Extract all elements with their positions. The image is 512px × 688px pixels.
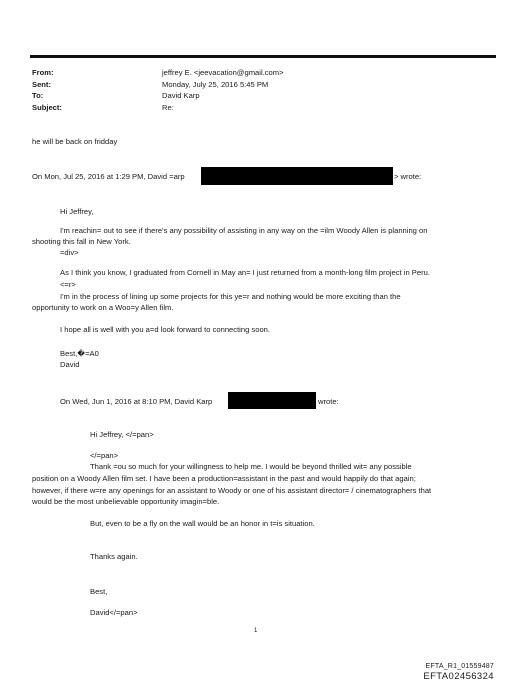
signoff-1: Best,�=A0	[60, 349, 99, 358]
from-value: jeffrey E. <jeevacation@gmail.com>	[162, 68, 284, 77]
sent-label: Sent:	[32, 80, 51, 89]
paragraph-1-line-1: I'm reachin= out to see if there's any possibility of assisting in any way on the =ilm Woody Allen is planning on	[60, 226, 428, 235]
paragraph-5-line-1: Thank =ou so much for your willingness to help me. I would be beyond thrilled wit= any possible	[90, 462, 412, 471]
thanks-line: Thanks again.	[90, 552, 138, 561]
quote1-intro-end: > wrote:	[394, 172, 422, 181]
to-label: To:	[32, 91, 44, 100]
paragraph-5-line-2: position on a Woody Allen film set. I have been a production=assistant in the past and would happily do that again;	[32, 474, 416, 483]
paragraph-3-line-1: I'm in the process of lining up some projects for this ye=r and nothing would be more exciting than the	[60, 292, 401, 301]
signoff-2: Best,	[90, 587, 108, 596]
quote2-intro-end: wrote:	[318, 397, 339, 406]
quote2-intro: On Wed, Jun 1, 2016 at 8:10 PM, David Karp	[60, 397, 213, 406]
sent-value: Monday, July 25, 2016 5:45 PM	[162, 80, 269, 89]
from-label: From:	[32, 68, 54, 77]
redaction-box	[228, 392, 316, 409]
paragraph-6: But, even to be a fly on the wall would be an honor in t=is situation.	[90, 519, 315, 528]
redaction-box	[201, 167, 393, 185]
span-tag-text: </=pan>	[90, 451, 119, 460]
subject-value: Re:	[162, 103, 174, 112]
reply-text: he will be back on fridday	[32, 137, 118, 146]
subject-label: Subject:	[32, 103, 62, 112]
signoff-2-name: David</=pan>	[90, 608, 138, 617]
footer-ref-1: EFTA_R1_01559487	[425, 663, 494, 670]
paragraph-5-line-3: however, if there w=re any openings for an assistant to Woody or one of his assistant director= / cinematographers that	[32, 486, 432, 495]
div-tag-text: =div>	[60, 248, 79, 257]
header-rule	[30, 55, 496, 58]
to-value: David Karp	[162, 91, 200, 100]
quote1-intro: On Mon, Jul 25, 2016 at 1:29 PM, David =arp	[32, 172, 185, 181]
br-tag-text: <=r>	[60, 280, 76, 289]
paragraph-3-line-2: opportunity to work on a Woo=y Allen film.	[32, 303, 174, 312]
signoff-1-name: David	[60, 360, 80, 369]
greeting-1: Hi Jeffrey,	[60, 207, 94, 216]
page-number: 1	[254, 628, 258, 634]
paragraph-1-line-2: shooting this fall in New York.	[32, 237, 131, 246]
footer-ref-2: EFTA02456324	[423, 671, 494, 682]
paragraph-2: As I think you know, I graduated from Cornell in May an= I just returned from a month-long film project in Peru.	[60, 268, 430, 277]
greeting-2: Hi Jeffrey, </=pan>	[90, 430, 154, 439]
paragraph-5-line-4: would be the most unbelievable opportunity imagin=ble.	[32, 497, 220, 506]
paragraph-4: I hope all is well with you a=d look forward to connecting soon.	[60, 325, 271, 334]
